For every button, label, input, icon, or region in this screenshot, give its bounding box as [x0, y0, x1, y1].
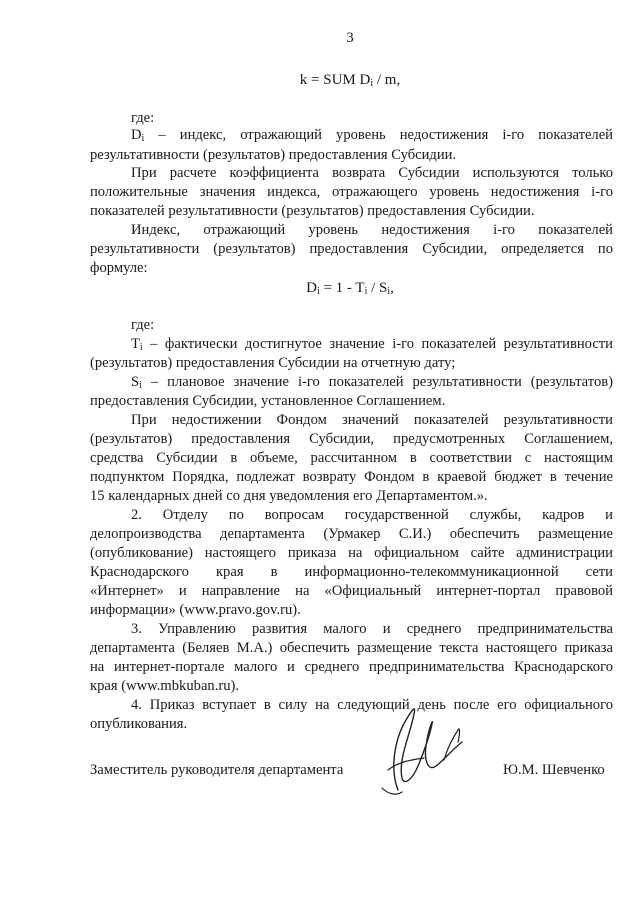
para-index-line-2: результативности (результатов) предоставления Субсидии, определяется по — [90, 241, 613, 257]
ti-subscript: i — [139, 342, 143, 353]
para-index-line-1: Индекс, отражающий уровень недостижения i-го показателей — [131, 222, 613, 238]
ti-definition-text: – фактически достигнутое значение i-го показателей результативности — [142, 336, 613, 352]
di-definition-text: – индекс, отражающий уровень недостижения i-го показателей — [144, 127, 613, 143]
item4-line-1: 4. Приказ вступает в силу на следующий день после его официального — [131, 697, 613, 713]
item2-line-2: делопроизводства департамента (Урмакер С.И.) обеспечить размещение — [90, 526, 613, 542]
para-positive-line-3: показателей результативности (результатов) предоставления Субсидии. — [90, 203, 535, 219]
item2-line-4: Краснодарского края в информационно-телекоммуникационной сети — [90, 564, 613, 580]
signatory-position: Заместитель руководителя департамента — [90, 762, 344, 778]
formula-k — [0, 70, 640, 94]
si-subscript: i — [139, 380, 142, 391]
formula-di-b-sub: i — [364, 286, 368, 297]
para-return-line-4: подпунктом Порядка, подлежат возврату Фондом в краевой бюджет в течение — [90, 469, 613, 485]
page-number: 3 — [346, 30, 354, 46]
item4-line-2: опубликования. — [90, 716, 188, 732]
item2-line-5: «Интернет» и направление на «Официальный интернет-портал правовой — [90, 583, 613, 599]
formula-di-mid2: / S — [367, 280, 388, 296]
formula-di-mid: = 1 - T — [319, 280, 365, 296]
item3-line-2: департамента (Беляев М.А.) обеспечить размещение текста настоящего приказа — [90, 640, 613, 656]
formula-k-lhs: k = SUM D — [299, 72, 371, 88]
para-index-line-3: формуле: — [90, 260, 148, 276]
item2-line-6: информации» (www.pravo.gov.ru). — [90, 602, 301, 618]
di-symbol: D — [131, 127, 142, 143]
signatory-name: Ю.М. Шевченко — [503, 762, 605, 778]
si-definition-line-2: предоставления Субсидии, установленное Соглашением. — [90, 393, 446, 409]
item3-line-4: края (www.mbkuban.ru). — [90, 678, 240, 694]
item3-line-3: на интернет-портале малого и среднего предпринимательства Краснодарского — [90, 659, 613, 675]
para-return-line-5: 15 календарных дней со дня уведомления его Департаментом.». — [90, 488, 488, 504]
where-label-1: где: — [131, 110, 155, 126]
ti-definition-line-2: (результатов) предоставления Субсидии на отчетную дату; — [90, 355, 456, 371]
formula-di — [0, 278, 640, 302]
para-positive-line-1: При расчете коэффициента возврата Субсидии используются только — [131, 165, 613, 181]
formula-di-end: , — [390, 280, 394, 296]
formula-di-a-sub: i — [316, 286, 320, 297]
formula-di-a: D — [306, 280, 317, 296]
handwritten-signature — [368, 690, 488, 800]
formula-k-rhs: / m, — [373, 72, 401, 88]
item3-line-1: 3. Управлению развития малого и среднего предпринимательства — [131, 621, 613, 637]
di-subscript: i — [141, 133, 145, 144]
si-symbol: S — [131, 374, 140, 390]
formula-di-c-sub: i — [387, 286, 391, 297]
formula-k-sub: i — [370, 78, 374, 89]
ti-symbol: T — [131, 336, 140, 352]
para-return-line-1: При недостижении Фондом значений показателей результативности — [131, 412, 613, 428]
where-label-2: где: — [131, 317, 155, 333]
si-definition-text: – плановое значение i-го показателей результативности (результатов) — [141, 374, 613, 390]
item2-line-1: 2. Отделу по вопросам государственной службы, кадров и — [131, 507, 613, 523]
para-return-line-2: (результатов) предоставления Субсидии, предусмотренных Соглашением, — [90, 431, 613, 447]
para-return-line-3: средства Субсидии в объеме, рассчитанном в соответствии с настоящим — [90, 450, 613, 466]
item2-line-3: (опубликование) настоящего приказа на официальном сайте администрации — [90, 545, 613, 561]
di-definition-line-2: результативности (результатов) предоставления Субсидии. — [90, 147, 457, 163]
para-positive-line-2: положительные значения индекса, отражающего уровень недостижения i-го — [90, 184, 613, 200]
